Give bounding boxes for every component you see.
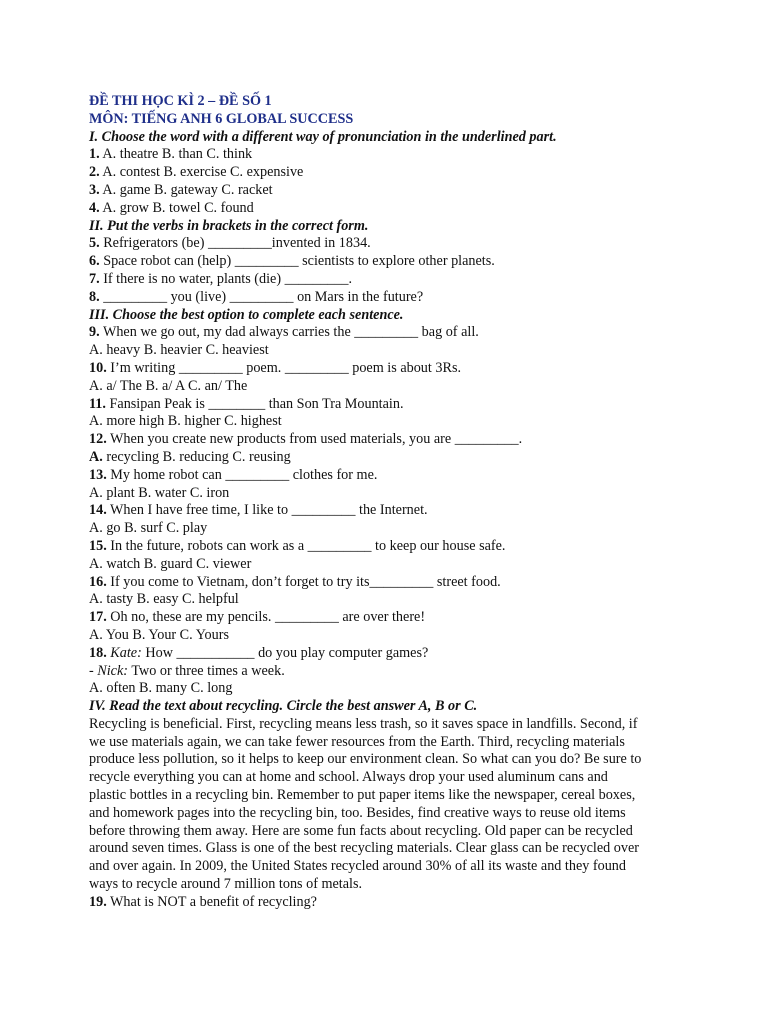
passage-line: produce less pollution, so it helps to keep our environment clean. So what can you do? Be sure to: [89, 751, 642, 768]
question-text: Space robot can (help) _________ scientists to explore other planets.: [103, 253, 495, 270]
question-number: 13.: [89, 466, 107, 483]
question-number: 2.: [89, 164, 100, 181]
question-text: When we go out, my dad always carries the _________ bag of all.: [102, 324, 479, 341]
dialogue-line: [89, 663, 709, 681]
question-number: 1.: [89, 146, 100, 163]
question-text: A. game B. gateway C. racket: [102, 181, 273, 198]
passage-line: recycle everything you can at home and school. Always drop your used aluminum cans and: [89, 769, 608, 786]
reading-passage: [89, 716, 709, 894]
question-text: When I have free time, I like to _________ the Internet.: [110, 502, 428, 519]
passage-line: Recycling is beneficial. First, recycling means less trash, so it saves space in landfills. Second, if: [89, 715, 638, 732]
dialogue-prefix: -: [89, 662, 98, 679]
passage-line: we use materials again, we can take fewer resources from the Earth. Third, recycling materials: [89, 733, 625, 750]
passage-line: and over again. In 2009, the United States recycled around 30% of all its waste and they found: [89, 858, 626, 875]
question-text: What is NOT a benefit of recycling?: [110, 893, 317, 910]
question-text: Oh no, these are my pencils. _________ are over there!: [110, 609, 426, 626]
answer-options: A. watch B. guard C. viewer: [89, 555, 252, 572]
question-text: If you come to Vietnam, don’t forget to try its_________ street food.: [110, 573, 501, 590]
dialogue-text: Two or three times a week.: [131, 662, 285, 679]
question-number: 9.: [89, 324, 100, 341]
options-text: recycling B. reducing C. reusing: [106, 448, 291, 465]
answer-options: A. a/ The B. a/ A C. an/ The: [89, 377, 248, 394]
question-item: [89, 502, 709, 520]
question-text: If there is no water, plants (die) _________.: [103, 270, 353, 287]
question-item: [89, 146, 709, 164]
question-item: [89, 360, 709, 378]
question-item: [89, 431, 709, 449]
question-text: _________ you (live) _________ on Mars in the future?: [103, 288, 424, 305]
question-item: [89, 289, 709, 307]
question-item: [89, 538, 709, 556]
question-text: A. contest B. exercise C. expensive: [102, 164, 304, 181]
section-heading: II. Put the verbs in brackets in the correct form.: [89, 217, 369, 234]
question-number: 14.: [89, 502, 107, 519]
passage-line: ways to recycle around 7 million tons of metals.: [89, 876, 363, 893]
question-item: [89, 467, 709, 485]
passage-line: and homework pages into the recycling bin, too. Besides, find creative ways to reuse old items: [89, 804, 626, 821]
question-item: [89, 235, 709, 253]
question-number: 11.: [89, 395, 106, 412]
passage-line: plastic bottles in a recycling bin. Remember to put paper items like the newspaper, cereal boxes,: [89, 787, 636, 804]
question-number: 15.: [89, 537, 107, 554]
option-a-label: A.: [89, 448, 103, 465]
question-item: [89, 574, 709, 592]
question-item: [89, 164, 709, 182]
question-text: How ___________ do you play computer games?: [145, 644, 429, 661]
question-number: 5.: [89, 235, 100, 252]
question-number: 18.: [89, 644, 107, 661]
answer-options: A. plant B. water C. iron: [89, 484, 230, 501]
section-heading: I. Choose the word with a different way of pronunciation in the underlined part.: [89, 128, 557, 145]
answer-options: A. go B. surf C. play: [89, 520, 208, 537]
question-item: [89, 396, 709, 414]
answer-options: A. heavy B. heavier C. heaviest: [89, 342, 269, 359]
question-number: 8.: [89, 288, 100, 305]
exam-subject: MÔN: TIẾNG ANH 6 GLOBAL SUCCESS: [89, 110, 354, 127]
question-number: 19.: [89, 893, 107, 910]
question-text: My home robot can _________ clothes for me.: [110, 466, 378, 483]
question-item: [89, 645, 709, 663]
question-text: In the future, robots can work as a _________ to keep our house safe.: [110, 537, 506, 554]
question-text: I’m writing _________ poem. _________ poem is about 3Rs.: [110, 359, 462, 376]
question-item: [89, 182, 709, 200]
passage-line: before throwing them away. Here are some fun facts about recycling. Old paper can be recycled: [89, 822, 633, 839]
question-number: 17.: [89, 609, 107, 626]
question-number: 12.: [89, 431, 107, 448]
answer-options: A. tasty B. easy C. helpful: [89, 591, 239, 608]
question-text: A. grow B. towel C. found: [102, 199, 254, 216]
question-number: 6.: [89, 253, 100, 270]
question-item: [89, 271, 709, 289]
answer-options: [89, 449, 709, 467]
question-item: [89, 253, 709, 271]
question-number: 7.: [89, 270, 100, 287]
speaker-name: Nick:: [97, 662, 129, 679]
exam-content: [89, 93, 709, 912]
question-number: 3.: [89, 181, 100, 198]
question-item: [89, 894, 709, 912]
question-number: 10.: [89, 359, 107, 376]
exam-title: ĐỀ THI HỌC KÌ 2 – ĐỀ SỐ 1: [89, 93, 272, 109]
answer-options: A. more high B. higher C. highest: [89, 413, 282, 430]
question-text: When you create new products from used materials, you are _________.: [110, 431, 523, 448]
question-item: [89, 609, 709, 627]
passage-line: around seven times. Glass is one of the best recycling materials. Clear glass can be recycled over: [89, 840, 639, 857]
question-item: [89, 324, 709, 342]
question-number: 16.: [89, 573, 107, 590]
answer-options: A. You B. Your C. Yours: [89, 626, 229, 643]
section-heading: IV. Read the text about recycling. Circle the best answer A, B or C.: [89, 698, 478, 715]
section-heading: III. Choose the best option to complete each sentence.: [89, 306, 404, 323]
answer-options: A. often B. many C. long: [89, 680, 233, 697]
question-text: Fansipan Peak is ________ than Son Tra Mountain.: [109, 395, 404, 412]
speaker-name: Kate:: [110, 644, 142, 661]
question-number: 4.: [89, 199, 100, 216]
question-item: [89, 200, 709, 218]
question-text: A. theatre B. than C. think: [102, 146, 253, 163]
question-text: Refrigerators (be) _________invented in 1834.: [103, 235, 371, 252]
